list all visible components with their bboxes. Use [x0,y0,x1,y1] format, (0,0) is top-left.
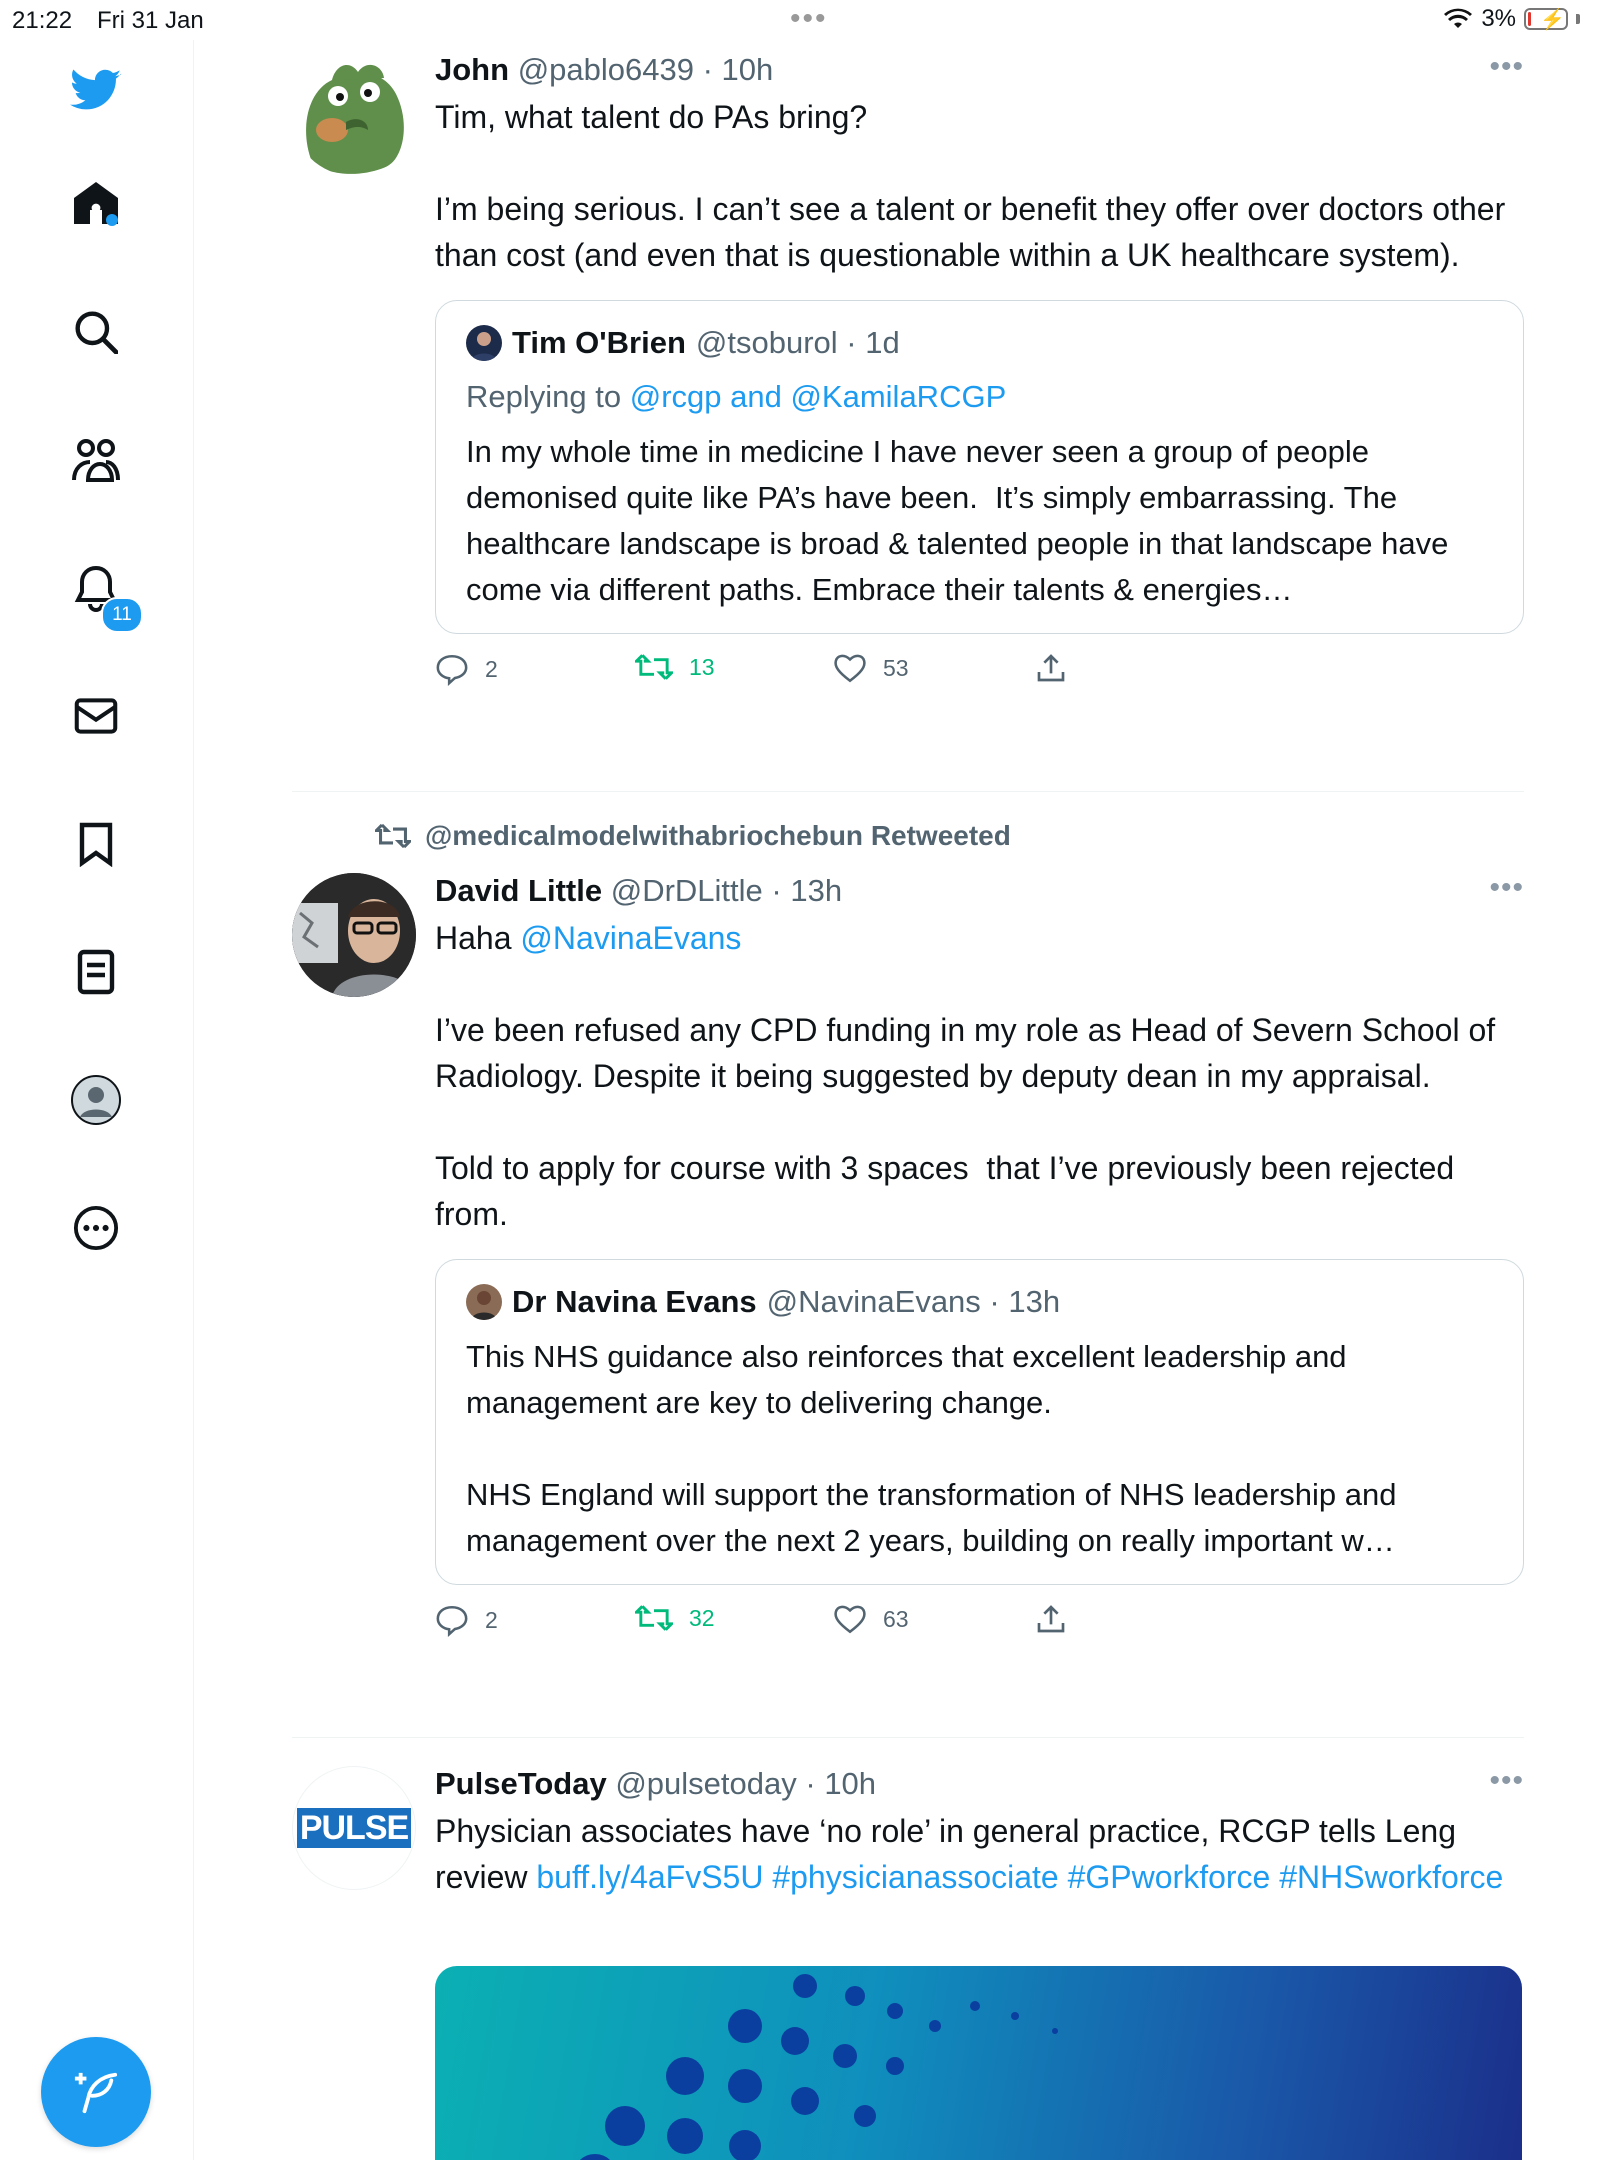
tweet-actions [435,652,1524,702]
retweet-icon [635,652,673,682]
author-handle[interactable]: @DrDLittle [610,873,763,908]
twitter-logo-icon[interactable] [66,61,126,121]
replying-to [466,377,1493,417]
hashtag-link[interactable]: #GPworkforce [1067,1859,1271,1895]
replying-prefix: Replying to [466,379,630,414]
share-icon [1035,652,1067,684]
notification-badge: 11 [101,597,143,633]
tweet-time[interactable]: 13h [790,873,843,908]
tweet-media-image[interactable] [435,1966,1522,2160]
quote-time: 13h [1008,1284,1061,1319]
tweet-text-prefix: Haha [435,920,521,956]
quote-header: Tim O'Brien @tsoburol · 1d [466,323,1493,363]
tweet-more-icon[interactable]: ••• [1489,871,1524,904]
tweet-time[interactable]: 10h [721,52,774,87]
retweet-icon [635,1603,673,1633]
tweet-header: David Little @DrDLittle · 13h [435,873,843,908]
quote-author-handle: @NavinaEvans [766,1284,981,1319]
quote-author-name: Tim O'Brien [512,325,686,360]
communities-icon[interactable] [66,430,126,490]
share-button[interactable] [1035,652,1067,684]
home-new-dot [106,214,118,226]
tweet-text: I’ve been refused any CPD funding in my role as Head of Severn School of Radiology. Despite it being suggested by deputy dean in my appraisal. Told to apply for course with 3 spaces that I’ve previously been rejected from. [435,1012,1496,1232]
reply-count: 2 [485,655,498,682]
tweet-text-first-line [435,915,1524,961]
like-button[interactable] [833,652,909,684]
reply-icon [435,652,469,686]
avatar[interactable] [292,52,416,176]
quote-text: This NHS guidance also reinforces that excellent leadership and management are key to delivering change. NHS England will support the transformation of NHS leadership and management over the next 2 years, building on really important w… [466,1339,1397,1558]
quote-header: Dr Navina Evans @NavinaEvans · 13h [466,1282,1493,1322]
hashtag-link[interactable]: #NHSworkforce [1279,1859,1504,1895]
retweet-count: 13 [689,653,715,680]
retweeted-by[interactable] [375,820,1011,852]
author-handle[interactable]: @pablo6439 [517,52,694,87]
status-time: 21:22 [12,7,73,34]
compose-feather-icon [73,2069,119,2115]
quote-author-name: Dr Navina Evans [512,1284,757,1319]
quote-avatar [466,1284,502,1320]
tweet-text-body: Physician associates have ‘no role’ in general practice, RCGP tells Leng review [435,1813,1456,1895]
wifi-icon [1443,8,1473,30]
divider [292,1737,1524,1738]
pulse-logo: PULSE [297,1808,411,1848]
quoted-tweet[interactable] [435,300,1524,634]
mention-link[interactable]: @rcgp [629,379,722,414]
author-handle[interactable]: @pulsetoday [615,1766,797,1801]
status-bar [0,0,1620,40]
like-icon [833,1603,867,1635]
compose-tweet-button[interactable] [41,2037,151,2147]
like-count: 53 [883,654,909,681]
quote-text: In my whole time in medicine I have never seen a group of people demonised quite like PA’s have been. It’s simply embarrassing. The healthcare landscape is broad & talented people in that landscape have come via different paths. Embrace their talents & energies… [466,434,1457,607]
avatar[interactable] [292,1766,416,1890]
sidebar [0,40,194,2160]
reply-icon [435,1603,469,1637]
battery-percent: 3% [1481,5,1516,32]
retweet-button[interactable] [635,1603,715,1633]
quote-author-handle: @tsoburol [695,325,838,360]
mention-link[interactable]: @KamilaRCGP [790,379,1007,414]
like-count: 63 [883,1605,909,1632]
quote-avatar [466,325,502,361]
share-button[interactable] [1035,1603,1067,1635]
status-date: Fri 31 Jan [97,7,204,34]
search-icon[interactable] [66,302,126,362]
messages-icon[interactable] [66,686,126,746]
tweet-header: PulseToday @pulsetoday · 10h [435,1766,877,1801]
tweet-more-icon[interactable]: ••• [1489,50,1524,83]
divider [292,791,1524,792]
retweeted-by-text: @medicalmodelwithabriochebun Retweeted [425,820,1011,851]
share-icon [1035,1603,1067,1635]
author-name[interactable]: David Little [435,873,603,908]
status-right [1443,5,1580,33]
author-name[interactable]: John [435,52,510,87]
retweet-count: 32 [689,1604,715,1631]
tweet-actions [435,1603,1524,1653]
quote-time: 1d [865,325,900,360]
tweet-header: John @pablo6439 · 10h [435,52,774,87]
battery-icon: ⚡ [1524,8,1568,30]
profile-icon[interactable] [66,1070,126,1130]
avatar[interactable] [292,873,416,997]
retweet-small-icon [375,822,411,850]
author-name[interactable]: PulseToday [435,1766,607,1801]
mention-link[interactable]: @NavinaEvans [520,920,742,956]
reply-button[interactable] [435,652,498,686]
home-icon[interactable] [66,173,126,233]
hashtag-link[interactable]: #physicianassociate [772,1859,1059,1895]
tweet-text [435,1808,1524,1900]
reply-button[interactable] [435,1603,498,1637]
multitasking-dots-icon[interactable]: ••• [790,2,828,35]
tweet-time[interactable]: 10h [824,1766,877,1801]
replying-and: and [721,379,791,414]
like-button[interactable] [833,1603,909,1635]
url-link[interactable]: buff.ly/4aFvS5U [536,1859,764,1895]
bookmarks-icon[interactable] [66,814,126,874]
quoted-tweet[interactable] [435,1259,1524,1585]
tweet-text: Tim, what talent do PAs bring? I’m being serious. I can’t see a talent or benefit they offer over doctors other than cost (and even that is questionable within a UK healthcare system). [435,99,1506,273]
like-icon [833,652,867,684]
more-icon[interactable] [66,1198,126,1258]
lists-icon[interactable] [66,942,126,1002]
retweet-button[interactable] [635,652,715,682]
reply-count: 2 [485,1606,498,1633]
tweet-more-icon[interactable]: ••• [1489,1764,1524,1797]
